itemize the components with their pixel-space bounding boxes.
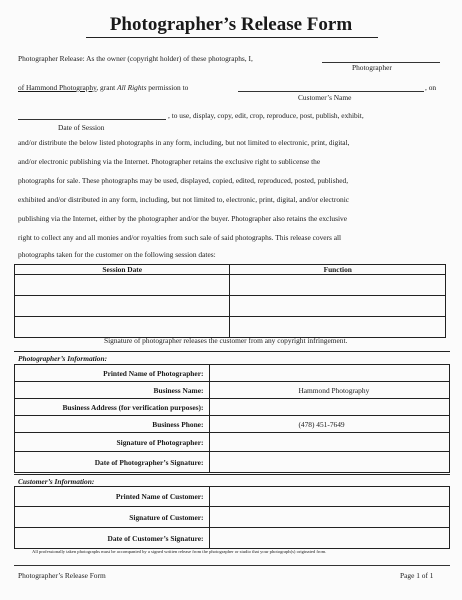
photographer-info-table <box>14 364 450 473</box>
customer-info-label: Date of Customer’s Signature: <box>15 528 210 549</box>
photographer-info-label: Signature of Photographer: <box>15 433 210 452</box>
section-divider <box>14 474 450 475</box>
session-table <box>14 264 446 338</box>
paragraph-line: photographs taken for the customer on the following session dates: <box>18 250 216 259</box>
label-photographer: Photographer <box>352 63 392 72</box>
photographer-info-label: Date of Photographer’s Signature: <box>15 452 210 473</box>
footer-form-name: Photographer’s Release Form <box>18 571 106 580</box>
business-phone-field[interactable]: (478) 451-7649 <box>210 416 450 433</box>
paragraph-line: right to collect any and all monies and/or royalties from such sale of said photographs. This release covers all <box>18 233 342 242</box>
footer-page-number: Page 1 of 1 <box>400 571 434 580</box>
section-divider <box>14 351 450 352</box>
function-cell[interactable] <box>230 296 446 317</box>
paragraph-line: and/or electronic publishing via the Internet. Photographer retains the exclusive right to sublicense the <box>18 157 321 166</box>
footer-divider <box>14 565 450 566</box>
business-name-field[interactable]: Hammond Photography <box>210 382 450 399</box>
customer-signature-field[interactable] <box>210 507 450 528</box>
paragraph-line: photographs for sale. These photographs may be used, displayed, copied, edited, reproduced, posted, published, <box>18 176 349 185</box>
intro-line-2-after: , on <box>425 83 437 92</box>
intro-line-2-mid: , grant <box>96 83 118 92</box>
label-date-of-session: Date of Session <box>58 123 105 132</box>
function-cell[interactable] <box>230 275 446 296</box>
paragraph-line: exhibited and/or distributed in any form, including, but not limited to, electronic, print, digital, and/or electronic <box>18 195 350 204</box>
session-date-cell[interactable] <box>15 275 230 296</box>
customer-info-label: Signature of Customer: <box>15 507 210 528</box>
all-rights-text: All Rights <box>117 83 147 92</box>
session-date-cell[interactable] <box>15 317 230 338</box>
label-customer-name: Customer’s Name <box>298 93 352 102</box>
intro-line-2-end: permission to <box>146 83 189 92</box>
customer-info-table <box>14 486 450 549</box>
function-header: Function <box>230 265 446 275</box>
intro-line-3: , to use, display, copy, edit, crop, reproduce, post, publish, exhibit, <box>168 111 364 120</box>
customer-signature-date-field[interactable] <box>210 528 450 549</box>
page-title: Photographer’s Release Form <box>109 14 353 35</box>
photographer-signature-date-field[interactable] <box>210 452 450 473</box>
session-date-blank[interactable] <box>18 119 166 120</box>
photographer-signature-field[interactable] <box>210 433 450 452</box>
customer-name-blank[interactable] <box>238 91 424 92</box>
photographer-info-heading: Photographer’s Information: <box>18 354 108 363</box>
intro-line-2 <box>18 83 188 92</box>
photographer-info-label: Business Name: <box>15 382 210 399</box>
photographer-info-label: Business Address (for verification purposes): <box>15 399 210 416</box>
photographer-info-label: Business Phone: <box>15 416 210 433</box>
title-underline <box>86 37 378 38</box>
intro-line-1: Photographer Release: As the owner (copyright holder) of these photographs, I, <box>18 54 253 63</box>
paragraph-line: publishing via the Internet, either by the photographer and/or the buyer. Photographer also retains the exclusive <box>18 214 347 223</box>
fine-print: All professionally taken photographs must be accompanied by a signed written release from the photographer or studio that your photograph(s) originated from. <box>32 549 327 554</box>
signature-note: Signature of photographer releases the customer from any copyright infringement. <box>104 336 348 345</box>
customer-info-heading: Customer’s Information: <box>18 477 95 486</box>
session-date-header: Session Date <box>15 265 230 275</box>
customer-info-label: Printed Name of Customer: <box>15 487 210 507</box>
business-address-field[interactable] <box>210 399 450 416</box>
photographer-info-label: Printed Name of Photographer: <box>15 365 210 382</box>
printed-name-customer-field[interactable] <box>210 487 450 507</box>
printed-name-photographer-field[interactable] <box>210 365 450 382</box>
session-date-cell[interactable] <box>15 296 230 317</box>
hammond-photography-text: of Hammond Photography <box>18 83 97 92</box>
paragraph-line: and/or distribute the below listed photographs in any form, including, but not limited to electronic, print, digital, <box>18 138 350 147</box>
function-cell[interactable] <box>230 317 446 338</box>
